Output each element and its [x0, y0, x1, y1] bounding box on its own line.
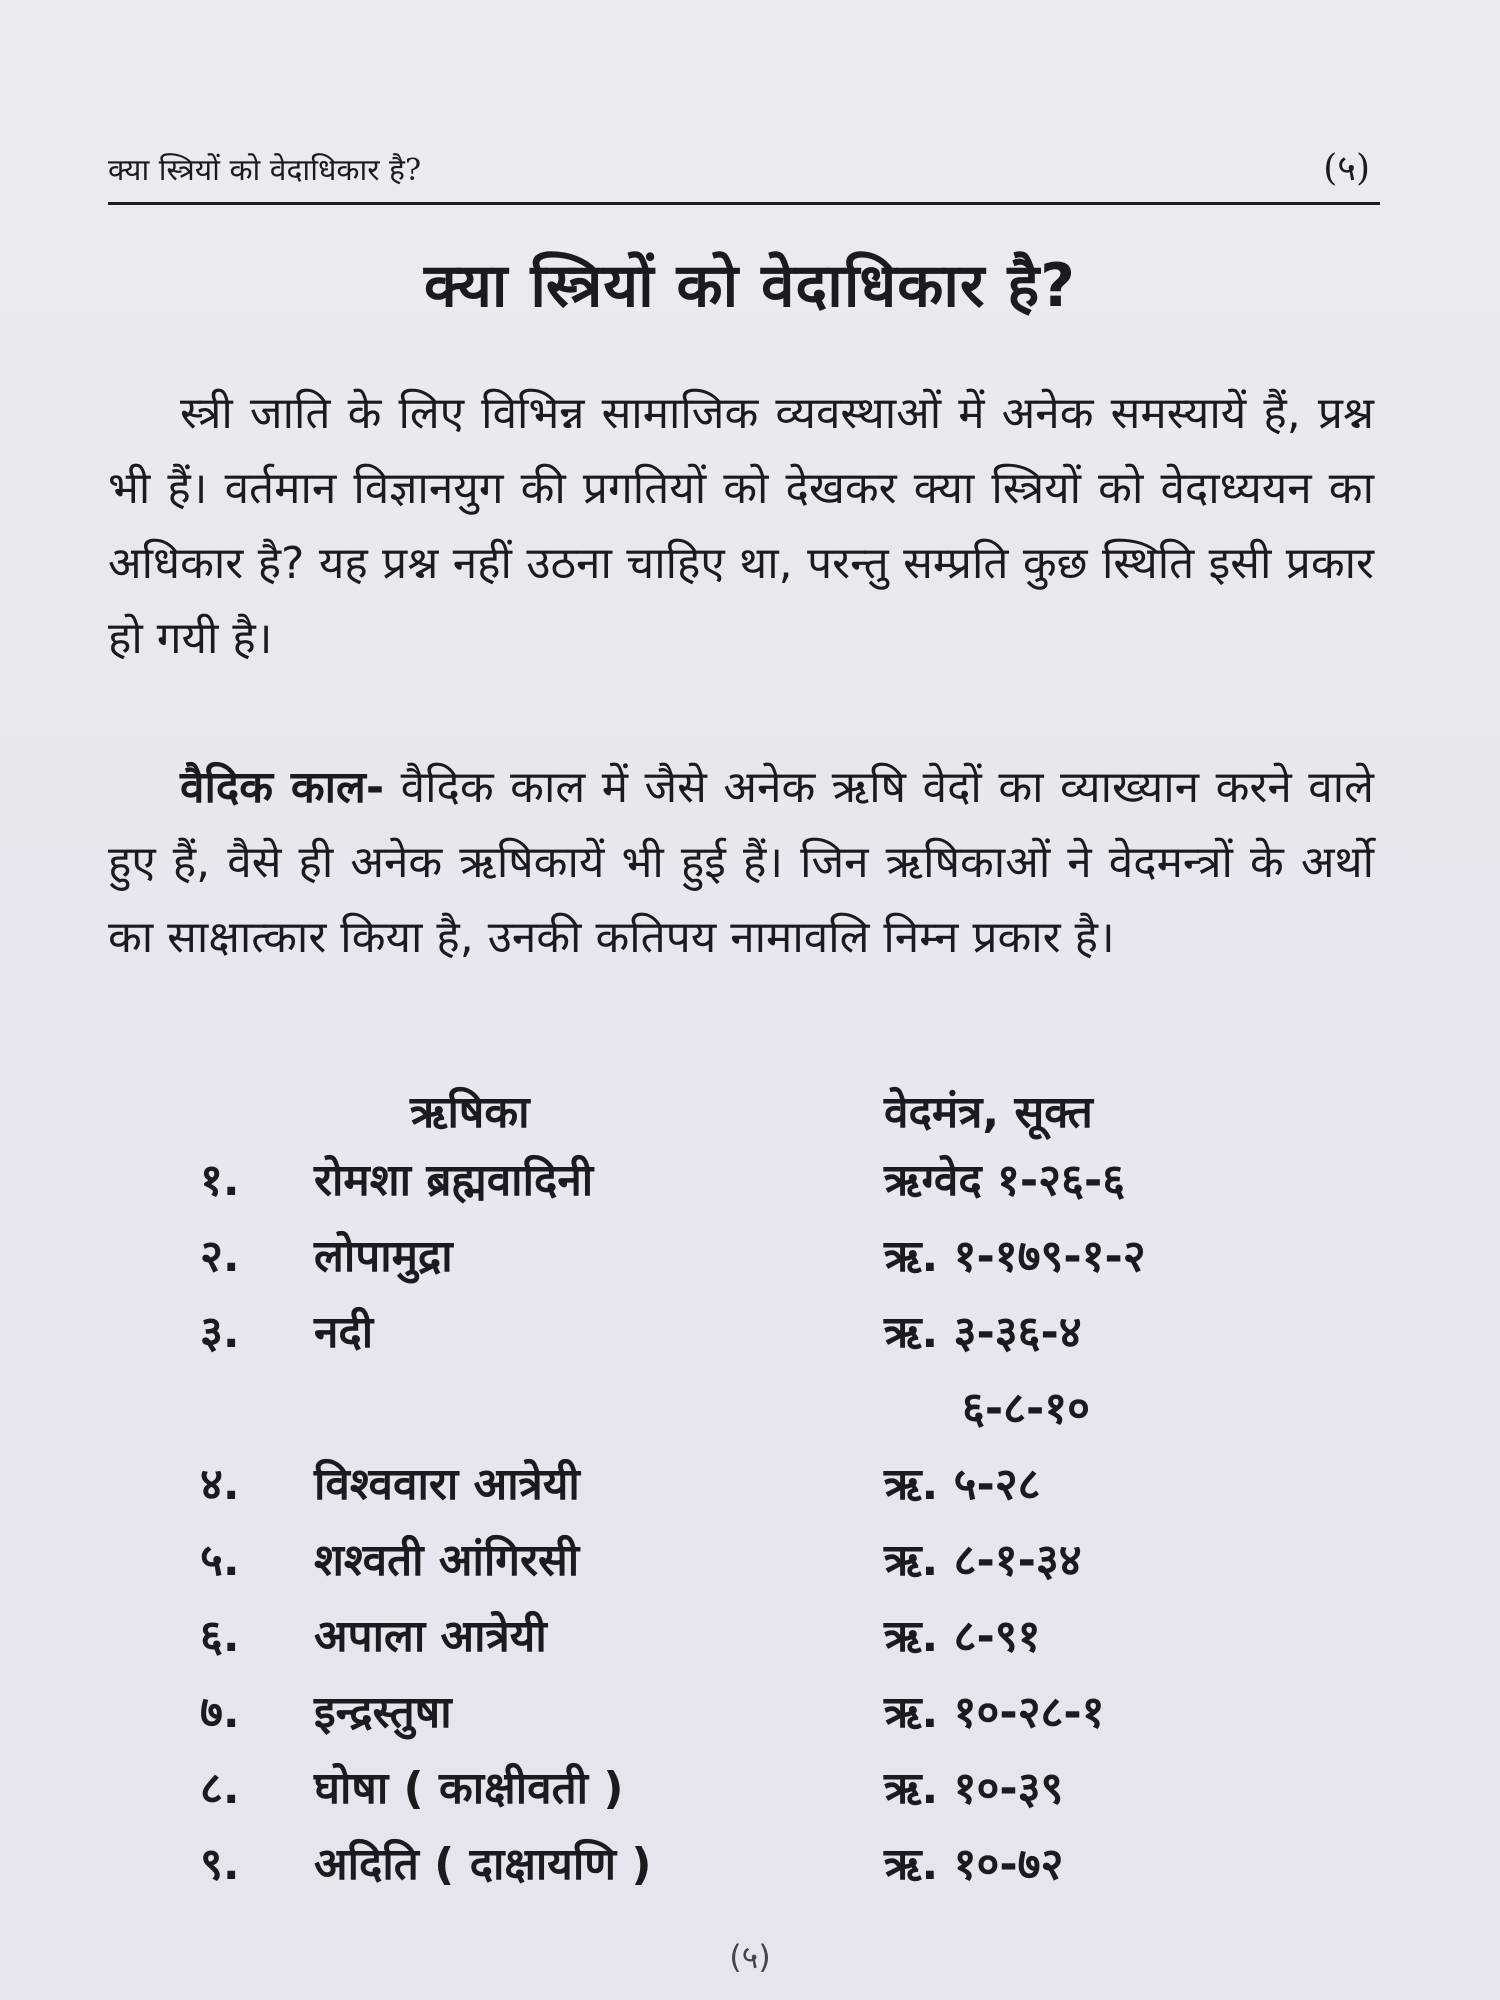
row-name: रोमशा ब्रह्मवादिनी [314, 1155, 594, 1206]
row-ref: ऋ. १०-२८-१ [884, 1687, 1105, 1738]
row-name: इन्द्रस्तुषा [314, 1687, 452, 1738]
row-name: नदी [314, 1307, 374, 1358]
row-ref: ऋ. ३-३६-४ [884, 1307, 1082, 1358]
row-num: १. [200, 1155, 240, 1206]
row-name: अदिति ( दाक्षायणि ) [314, 1839, 652, 1890]
page-number: (५) [1323, 148, 1370, 189]
row-name: लोपामुद्रा [314, 1231, 453, 1282]
table-header-reference: वेदमंत्र, सूक्त [884, 1087, 1093, 1138]
table-row [0, 1528, 1500, 1604]
table-row [0, 1148, 1500, 1224]
row-ref: ऋ. ८-१-३४ [884, 1535, 1082, 1586]
page-header [108, 138, 1380, 205]
row-num: २. [200, 1231, 240, 1282]
table-row [0, 1300, 1500, 1434]
table-row [0, 1680, 1500, 1756]
row-ref: ऋ. ५-२८ [884, 1459, 1041, 1510]
running-title: क्या स्त्रियों को वेदाधिकार है? [108, 153, 422, 188]
table-row [0, 1756, 1500, 1832]
paragraph-lead: वैदिक काल- [180, 762, 385, 813]
table-row [0, 1604, 1500, 1680]
row-ref: ऋ. १-१७९-१-२ [884, 1231, 1146, 1282]
table-row [0, 1832, 1500, 1908]
row-num: ६. [200, 1611, 240, 1662]
table-row [0, 1224, 1500, 1300]
table-header-name: ऋषिका [410, 1087, 530, 1138]
row-num: ७. [200, 1687, 240, 1738]
paragraph-vedic-era [108, 750, 1374, 975]
row-ref: ऋग्वेद १-२६-६ [884, 1155, 1126, 1206]
row-ref: ऋ. ८-९१ [884, 1611, 1041, 1662]
row-num: ५. [200, 1535, 240, 1586]
row-name: घोषा ( काक्षीवती ) [314, 1763, 624, 1814]
row-ref2: ६-८-१० [962, 1383, 1091, 1434]
paragraph-intro: स्त्री जाति के लिए विभिन्न सामाजिक व्यवस्थाओं में अनेक समस्यायें हैं, प्रश्न भी हैं। वर्तमान विज्ञानयुग की प्रगतियों को देखकर क्या स्त्रियों को वेदाध्ययन का अधिकार है? यह प्रश्न नहीं उठना चाहिए था, परन्तु सम्प्रति कुछ स्थिति इसी प्रकार हो गयी है। [108, 388, 1374, 664]
row-name: विश्ववारा आत्रेयी [314, 1459, 580, 1510]
row-name: शश्वती आंगिरसी [314, 1535, 580, 1586]
paragraph-text: वैदिक काल में जैसे अनेक ऋषि वेदों का व्याख्यान करने वाले हुए हैं, वैसे ही अनेक ऋषिकायें भी हुई हैं। जिन ऋषिकाओं ने वेदमन्त्रों के अर्थो का साक्षात्कार किया है, उनकी कतिपय नामावलि निम्न प्रकार है। [108, 762, 1374, 963]
row-num: ९. [200, 1839, 240, 1890]
row-ref: ऋ. १०-७२ [884, 1839, 1064, 1890]
row-num: ४. [200, 1459, 240, 1510]
table-row [0, 1452, 1500, 1528]
chapter-title: क्या स्त्रियों को वेदाधिकार है? [424, 251, 1076, 321]
row-ref: ऋ. १०-३९ [884, 1763, 1064, 1814]
row-num: ८. [200, 1763, 240, 1814]
row-name: अपाला आत्रेयी [314, 1611, 547, 1662]
row-num: ३. [200, 1307, 240, 1358]
footer-page-number: (५) [729, 1938, 771, 1976]
